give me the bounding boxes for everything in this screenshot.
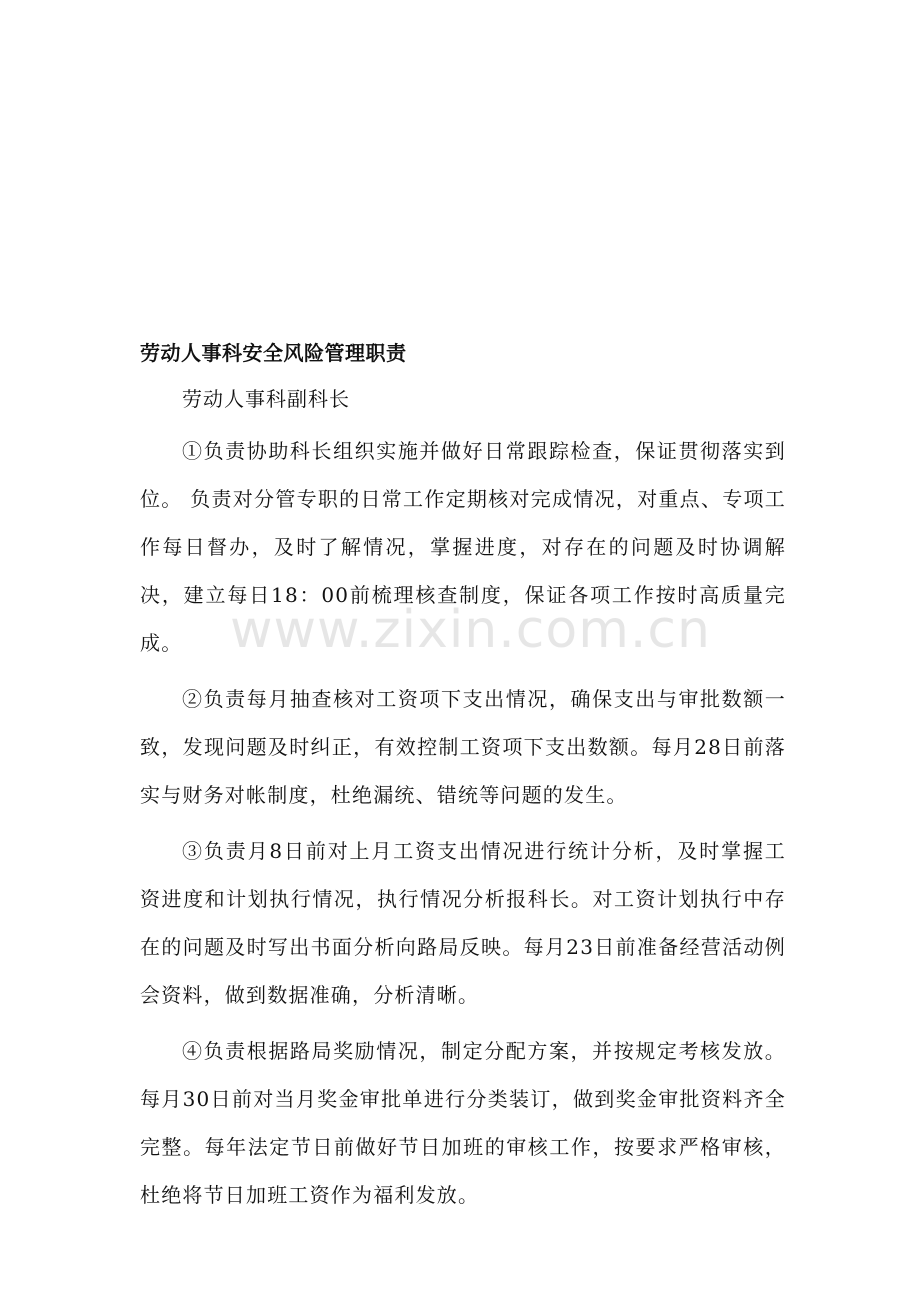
paragraph-2: ②负责每月抽查核对工资项下支出情况，确保支出与审批数额一致，发现问题及时纠正，有效控制工资项下支出数额。每月28日前落实与财务对帐制度，杜绝漏统、错统等问题的发生。 (140, 687, 786, 807)
document-subtitle: 劳动人事科副科长 (182, 387, 350, 411)
watermark: www.zixin.com.cn (230, 600, 711, 660)
document-title: 劳动人事科安全风险管理职责 (140, 341, 407, 365)
paragraph-1: ①负责协助科长组织实施并做好日常跟踪检查，保证贯彻落实到位。 负责对分管专职的日常工作定期核对完成情况，对重点、专项工作每日督办，及时了解情况，掌握进度，对存在的问题及时协调解决，建立每日18：00前梳理核查制度，保证各项工作按时高质量完成。 (140, 439, 786, 655)
document-body (140, 333, 786, 1227)
paragraph-3: ③负责月8日前对上月工资支出情况进行统计分析，及时掌握工资进度和计划执行情况，执行情况分析报科长。对工资计划执行中存在的问题及时写出书面分析向路局反映。每月23日前准备经营活动例会资料，做到数据准确，分析清晰。 (140, 839, 786, 1007)
paragraph-4: ④负责根据路局奖励情况，制定分配方案，并按规定考核发放。每月30日前对当月奖金审批单进行分类装订，做到奖金审批资料齐全完整。每年法定节日前做好节日加班的审核工作，按要求严格审核，杜绝将节日加班工资作为福利发放。 (140, 1039, 786, 1207)
